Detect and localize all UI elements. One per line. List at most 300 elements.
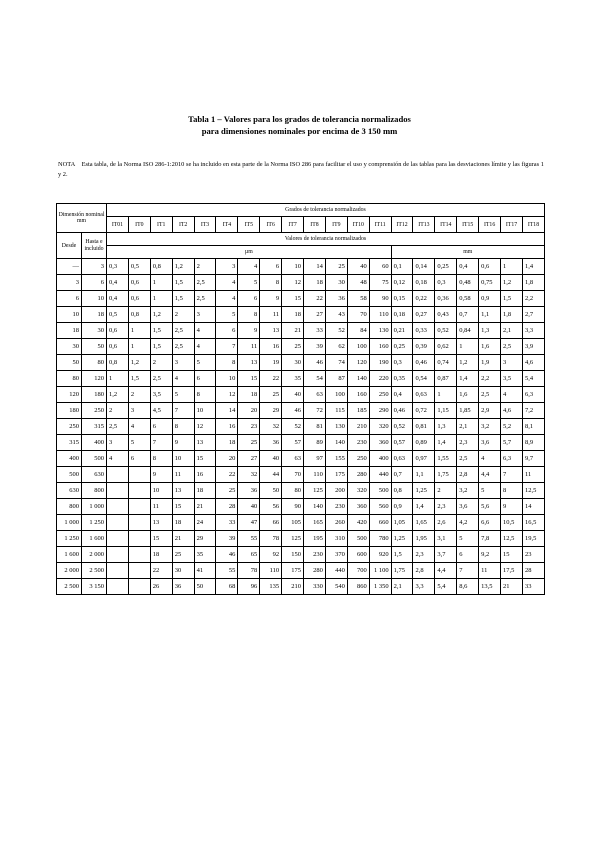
cell-value: 3 xyxy=(216,259,238,275)
table-title xyxy=(0,113,599,137)
cell-value: 33 xyxy=(522,579,544,595)
grade-header: IT17 xyxy=(501,217,523,233)
cell-value: 20 xyxy=(216,451,238,467)
table-row xyxy=(57,419,545,435)
cell-value: 16 xyxy=(194,467,216,483)
cell-value: 18 xyxy=(238,387,260,403)
cell-desde: 315 xyxy=(57,435,82,451)
cell-value: 150 xyxy=(282,547,304,563)
grade-header: IT0 xyxy=(128,217,150,233)
cell-value: 2,6 xyxy=(435,515,457,531)
cell-value: 50 xyxy=(260,483,282,499)
cell-value: 1,75 xyxy=(391,563,413,579)
cell-desde: 10 xyxy=(57,307,82,323)
grade-header: IT1 xyxy=(150,217,172,233)
cell-value: 10 xyxy=(150,483,172,499)
cell-value: 3 xyxy=(107,435,129,451)
cell-value: 2,1 xyxy=(457,419,479,435)
cell-value: 420 xyxy=(347,515,369,531)
cell-value: 2,3 xyxy=(435,499,457,515)
cell-value: 11 xyxy=(479,563,501,579)
cell-value: 3,2 xyxy=(457,483,479,499)
cell-value: 140 xyxy=(304,499,326,515)
cell-value: 58 xyxy=(347,291,369,307)
title-line-1: Tabla 1 – Valores para los grados de tolerancia normalizados xyxy=(188,114,411,124)
grade-header: IT01 xyxy=(107,217,129,233)
cell-value: 33 xyxy=(304,323,326,339)
cell-value: 320 xyxy=(347,483,369,499)
cell-hasta: 3 150 xyxy=(82,579,107,595)
cell-value: 4,6 xyxy=(522,355,544,371)
cell-value: 230 xyxy=(325,499,347,515)
cell-value: 14 xyxy=(216,403,238,419)
cell-value: 14 xyxy=(522,499,544,515)
cell-value: 360 xyxy=(369,435,391,451)
cell-value: 13 xyxy=(172,483,194,499)
cell-value: 2,5 xyxy=(457,451,479,467)
cell-value: 190 xyxy=(369,355,391,371)
cell-value: 0,1 xyxy=(391,259,413,275)
cell-value: 9 xyxy=(260,291,282,307)
cell-hasta: 400 xyxy=(82,435,107,451)
cell-value: 0,39 xyxy=(413,339,435,355)
cell-value: 36 xyxy=(238,483,260,499)
cell-value: 4 xyxy=(107,451,129,467)
cell-value: 2,5 xyxy=(194,275,216,291)
cell-value: 0,52 xyxy=(435,323,457,339)
cell-value: 0,33 xyxy=(413,323,435,339)
title-line-2: para dimensiones nominales por encima de 3 150 mm xyxy=(201,126,398,136)
cell-hasta: 800 xyxy=(82,483,107,499)
cell-hasta: 180 xyxy=(82,387,107,403)
cell-value: 1 xyxy=(128,339,150,355)
cell-value: 360 xyxy=(347,499,369,515)
cell-value: 0,12 xyxy=(391,275,413,291)
cell-value: 24 xyxy=(194,515,216,531)
cell-desde: 18 xyxy=(57,323,82,339)
grade-header: IT4 xyxy=(216,217,238,233)
cell-value: 0,4 xyxy=(457,259,479,275)
cell-value: 8 xyxy=(194,387,216,403)
cell-value: 2,1 xyxy=(501,323,523,339)
cell-value: 3,5 xyxy=(501,371,523,387)
cell-value: 0,35 xyxy=(391,371,413,387)
cell-desde: 400 xyxy=(57,451,82,467)
cell-value: 1,3 xyxy=(479,323,501,339)
cell-value: 2,5 xyxy=(172,323,194,339)
cell-value: 12,5 xyxy=(501,531,523,547)
cell-value: 0,9 xyxy=(479,291,501,307)
cell-value: 21 xyxy=(194,499,216,515)
header-dim-nominal: Dimensión nominal mm xyxy=(57,204,107,233)
cell-value: 2,5 xyxy=(479,387,501,403)
cell-value: 0,8 xyxy=(391,483,413,499)
cell-value: 125 xyxy=(304,483,326,499)
cell-value: 3,1 xyxy=(435,531,457,547)
cell-value: 1,5 xyxy=(150,339,172,355)
cell-value: 1 xyxy=(457,339,479,355)
cell-hasta: 120 xyxy=(82,371,107,387)
cell-value: 110 xyxy=(304,467,326,483)
header-hasta: Hasta e incluido xyxy=(82,233,107,259)
cell-value: 1,4 xyxy=(435,435,457,451)
cell-value: 32 xyxy=(260,419,282,435)
cell-value: 185 xyxy=(347,403,369,419)
cell-value: 1,2 xyxy=(501,275,523,291)
cell-value: 5 xyxy=(238,275,260,291)
cell-value: 1,15 xyxy=(435,403,457,419)
cell-value: 6 xyxy=(194,371,216,387)
cell-value: 6 xyxy=(150,419,172,435)
cell-value: 2,7 xyxy=(522,307,544,323)
cell-value: 19 xyxy=(260,355,282,371)
cell-value: 30 xyxy=(172,563,194,579)
cell-value: 81 xyxy=(304,419,326,435)
cell-value: 1,85 xyxy=(457,403,479,419)
cell-hasta: 1 000 xyxy=(82,499,107,515)
cell-value: 290 xyxy=(369,403,391,419)
cell-value: 12 xyxy=(216,387,238,403)
cell-value: 21 xyxy=(172,531,194,547)
cell-value: 16,5 xyxy=(522,515,544,531)
cell-value xyxy=(128,579,150,595)
cell-value: 30 xyxy=(325,275,347,291)
cell-value: 100 xyxy=(325,387,347,403)
cell-value: 500 xyxy=(369,483,391,499)
grade-header: IT6 xyxy=(260,217,282,233)
cell-value: 3 xyxy=(172,355,194,371)
cell-value: 29 xyxy=(260,403,282,419)
cell-value xyxy=(107,531,129,547)
cell-value: 28 xyxy=(216,499,238,515)
cell-value: 90 xyxy=(282,499,304,515)
cell-value: 120 xyxy=(347,355,369,371)
cell-value: 60 xyxy=(369,259,391,275)
cell-value: 4 xyxy=(194,339,216,355)
cell-value: 15 xyxy=(150,531,172,547)
cell-hasta: 1 250 xyxy=(82,515,107,531)
table-row xyxy=(57,435,545,451)
cell-value: 210 xyxy=(347,419,369,435)
cell-value: 25 xyxy=(238,435,260,451)
cell-desde: 630 xyxy=(57,483,82,499)
cell-value: 2,2 xyxy=(522,291,544,307)
cell-value: 210 xyxy=(282,579,304,595)
cell-value: 12 xyxy=(194,419,216,435)
cell-hasta: 500 xyxy=(82,451,107,467)
cell-value: 0,7 xyxy=(391,467,413,483)
table-row xyxy=(57,355,545,371)
cell-value: 6 xyxy=(457,547,479,563)
cell-value: 62 xyxy=(325,339,347,355)
cell-hasta: 50 xyxy=(82,339,107,355)
cell-value: 7,2 xyxy=(522,403,544,419)
header-unit-mm: mm xyxy=(391,246,544,259)
cell-hasta: 630 xyxy=(82,467,107,483)
cell-value: 6 xyxy=(128,451,150,467)
cell-value: 13 xyxy=(194,435,216,451)
cell-value: 36 xyxy=(172,579,194,595)
cell-value: 5,4 xyxy=(435,579,457,595)
cell-value: 23 xyxy=(522,547,544,563)
cell-value: 97 xyxy=(304,451,326,467)
cell-value: 1,9 xyxy=(479,355,501,371)
cell-value: 2 xyxy=(150,355,172,371)
cell-desde: 2 000 xyxy=(57,563,82,579)
cell-value: 0,25 xyxy=(391,339,413,355)
cell-value: 5 xyxy=(216,307,238,323)
cell-desde: 80 xyxy=(57,371,82,387)
cell-value: 13 xyxy=(238,355,260,371)
cell-value: 22 xyxy=(150,563,172,579)
cell-value: 4 xyxy=(501,387,523,403)
cell-value: 6 xyxy=(216,323,238,339)
header-values: Valores de tolerancia normalizados xyxy=(107,233,545,246)
cell-value: 2,1 xyxy=(391,579,413,595)
cell-value: 10 xyxy=(194,403,216,419)
cell-value: 110 xyxy=(369,307,391,323)
cell-value: 9 xyxy=(172,435,194,451)
cell-value: 43 xyxy=(325,307,347,323)
note-text: Esta tabla, de la Norma ISO 286-1:2010 se ha incluido en esta parte de la Norma ISO 286 para facilitar el uso y comprensión de las tablas para las desviaciones límite y las figuras 1 y 2. xyxy=(58,161,544,178)
cell-value: 35 xyxy=(194,547,216,563)
cell-value: 10 xyxy=(172,451,194,467)
cell-value: 0,9 xyxy=(391,499,413,515)
cell-value: 50 xyxy=(194,579,216,595)
cell-value: 0,43 xyxy=(435,307,457,323)
cell-value: 2 xyxy=(172,307,194,323)
cell-value: 17,5 xyxy=(501,563,523,579)
cell-value: 1,8 xyxy=(501,307,523,323)
cell-value: 230 xyxy=(304,547,326,563)
cell-value: 4,5 xyxy=(150,403,172,419)
cell-value: 40 xyxy=(260,451,282,467)
cell-desde: 180 xyxy=(57,403,82,419)
cell-value: 22 xyxy=(304,291,326,307)
cell-value: 1,2 xyxy=(128,355,150,371)
table-row xyxy=(57,531,545,547)
cell-value: 25 xyxy=(325,259,347,275)
cell-value: 2,3 xyxy=(413,547,435,563)
cell-hasta: 80 xyxy=(82,355,107,371)
cell-value: 46 xyxy=(282,403,304,419)
cell-value: 25 xyxy=(216,483,238,499)
cell-value: 26 xyxy=(150,579,172,595)
cell-desde: 500 xyxy=(57,467,82,483)
grade-header: IT2 xyxy=(172,217,194,233)
cell-value: 32 xyxy=(238,467,260,483)
cell-value: 0,52 xyxy=(391,419,413,435)
cell-desde: 2 500 xyxy=(57,579,82,595)
table-row xyxy=(57,547,545,563)
cell-value: 2,2 xyxy=(479,371,501,387)
cell-value: 8,1 xyxy=(522,419,544,435)
cell-value: 25 xyxy=(172,547,194,563)
cell-value: 72 xyxy=(304,403,326,419)
cell-value: 0,3 xyxy=(391,355,413,371)
grade-header: IT12 xyxy=(391,217,413,233)
cell-value: 0,8 xyxy=(150,259,172,275)
cell-value: 2 xyxy=(107,403,129,419)
cell-value: 22 xyxy=(260,371,282,387)
cell-value: 68 xyxy=(216,579,238,595)
cell-value xyxy=(128,531,150,547)
cell-value: 23 xyxy=(238,419,260,435)
cell-value: 2,5 xyxy=(501,339,523,355)
grade-header: IT8 xyxy=(304,217,326,233)
cell-value: 56 xyxy=(260,499,282,515)
cell-value: 12,5 xyxy=(522,483,544,499)
cell-value: 0,63 xyxy=(391,451,413,467)
cell-value: 16 xyxy=(260,339,282,355)
cell-value: 4 xyxy=(172,371,194,387)
cell-value: 30 xyxy=(282,355,304,371)
cell-value xyxy=(107,563,129,579)
cell-value: 1,1 xyxy=(479,307,501,323)
cell-value: 3,7 xyxy=(435,547,457,563)
cell-value: 2 xyxy=(435,483,457,499)
cell-value: 3 xyxy=(194,307,216,323)
cell-hasta: 3 xyxy=(82,259,107,275)
cell-hasta: 250 xyxy=(82,403,107,419)
cell-value: 560 xyxy=(369,499,391,515)
cell-value: 1,2 xyxy=(107,387,129,403)
cell-value: 2,9 xyxy=(479,403,501,419)
cell-value: 0,6 xyxy=(128,291,150,307)
cell-desde: 1 250 xyxy=(57,531,82,547)
cell-value: 140 xyxy=(347,371,369,387)
cell-value: 1 100 xyxy=(369,563,391,579)
cell-value: 860 xyxy=(347,579,369,595)
cell-value: 0,6 xyxy=(107,339,129,355)
cell-value xyxy=(107,483,129,499)
table-row xyxy=(57,451,545,467)
cell-value: 7,8 xyxy=(479,531,501,547)
cell-value: 5,2 xyxy=(501,419,523,435)
table-row xyxy=(57,483,545,499)
cell-value: 105 xyxy=(282,515,304,531)
cell-value: 33 xyxy=(216,515,238,531)
table-row xyxy=(57,563,545,579)
cell-value: 3,2 xyxy=(479,419,501,435)
cell-value: 44 xyxy=(260,467,282,483)
cell-value: 96 xyxy=(238,579,260,595)
cell-value: 11 xyxy=(150,499,172,515)
cell-value: 0,4 xyxy=(107,275,129,291)
cell-value: 35 xyxy=(282,371,304,387)
cell-value: 4 xyxy=(128,419,150,435)
cell-value: 52 xyxy=(282,419,304,435)
cell-value: 18 xyxy=(172,515,194,531)
cell-value: 200 xyxy=(325,483,347,499)
cell-value: 280 xyxy=(347,467,369,483)
cell-value: 4,6 xyxy=(501,403,523,419)
cell-value: 70 xyxy=(347,307,369,323)
cell-value: 140 xyxy=(325,435,347,451)
cell-value: 0,89 xyxy=(413,435,435,451)
cell-value: 87 xyxy=(325,371,347,387)
cell-value: 18 xyxy=(194,483,216,499)
cell-value: 3,3 xyxy=(522,323,544,339)
cell-value: 9 xyxy=(150,467,172,483)
cell-value: 2 xyxy=(194,259,216,275)
cell-value: 80 xyxy=(282,483,304,499)
cell-value: 6,3 xyxy=(522,387,544,403)
cell-value: 8 xyxy=(150,451,172,467)
cell-value: 78 xyxy=(238,563,260,579)
cell-value: 8 xyxy=(260,275,282,291)
cell-desde: 250 xyxy=(57,419,82,435)
cell-value: 125 xyxy=(282,531,304,547)
cell-hasta: 2 500 xyxy=(82,563,107,579)
cell-value: 46 xyxy=(216,547,238,563)
cell-value: 47 xyxy=(238,515,260,531)
cell-value: 780 xyxy=(369,531,391,547)
cell-value: 660 xyxy=(369,515,391,531)
cell-value: 2,5 xyxy=(150,371,172,387)
cell-value: 0,21 xyxy=(391,323,413,339)
cell-value: 2,5 xyxy=(107,419,129,435)
cell-value: 0,63 xyxy=(413,387,435,403)
cell-value: 4 xyxy=(194,323,216,339)
cell-value: 78 xyxy=(260,531,282,547)
cell-value: 0,46 xyxy=(413,355,435,371)
cell-value: 0,84 xyxy=(457,323,479,339)
cell-value: 0,15 xyxy=(391,291,413,307)
cell-value: 540 xyxy=(325,579,347,595)
cell-value: 1,1 xyxy=(413,467,435,483)
cell-value: 250 xyxy=(347,451,369,467)
cell-value: 54 xyxy=(304,371,326,387)
cell-value: 6,3 xyxy=(501,451,523,467)
cell-hasta: 1 600 xyxy=(82,531,107,547)
cell-value: 0,87 xyxy=(435,371,457,387)
cell-value: 220 xyxy=(369,371,391,387)
cell-value: 1 xyxy=(128,323,150,339)
cell-value: 1,55 xyxy=(435,451,457,467)
cell-value: 920 xyxy=(369,547,391,563)
cell-value: 310 xyxy=(325,531,347,547)
cell-value: 7 xyxy=(172,403,194,419)
cell-value: 0,6 xyxy=(107,323,129,339)
cell-value: 0,5 xyxy=(128,259,150,275)
grade-header: IT3 xyxy=(194,217,216,233)
table-row xyxy=(57,515,545,531)
table-row xyxy=(57,307,545,323)
cell-value: 1,2 xyxy=(172,259,194,275)
cell-value: 8 xyxy=(501,483,523,499)
cell-desde: 1 000 xyxy=(57,515,82,531)
cell-value xyxy=(107,547,129,563)
cell-value xyxy=(128,515,150,531)
cell-value: 250 xyxy=(369,387,391,403)
cell-hasta: 10 xyxy=(82,291,107,307)
cell-value: 110 xyxy=(260,563,282,579)
cell-value: 230 xyxy=(347,435,369,451)
cell-value: 11 xyxy=(172,467,194,483)
cell-desde: 50 xyxy=(57,355,82,371)
cell-value: 65 xyxy=(238,547,260,563)
cell-value: 130 xyxy=(325,419,347,435)
cell-value xyxy=(128,499,150,515)
cell-desde: 120 xyxy=(57,387,82,403)
cell-value: 0,25 xyxy=(435,259,457,275)
cell-value: 18 xyxy=(150,547,172,563)
cell-value: 0,48 xyxy=(457,275,479,291)
grade-header: IT13 xyxy=(413,217,435,233)
cell-value: 2,5 xyxy=(194,291,216,307)
cell-value: 1,8 xyxy=(522,275,544,291)
